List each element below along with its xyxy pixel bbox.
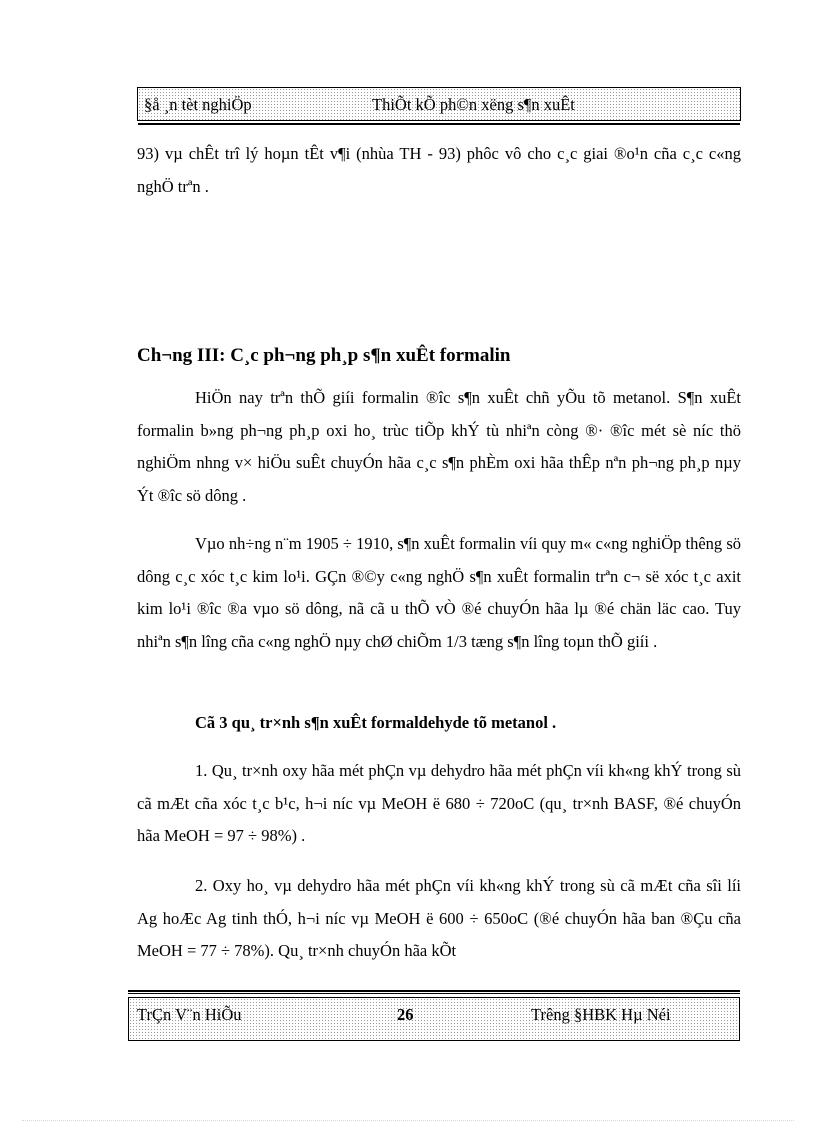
header-doc-title: ThiÕt kÕ ph©n xëng s¶n xuÊt: [372, 95, 575, 114]
chapter-title: Ch¬ng III: C¸c ph¬ng ph¸p s¶n xuÊt formalin: [137, 345, 511, 366]
footer-school: Trêng §HBK Hµ Néi: [531, 1005, 671, 1024]
page-header: [137, 87, 741, 121]
intro-paragraph: 93) vµ chÊt trî lý hoµn tÊt v¶i (nhùa TH - 93) phôc vô cho c¸c giai ®o¹n cña c¸c c«ng nghÖ trªn .: [137, 144, 741, 196]
paragraph-2: Vµo nh÷ng n¨m 1905 ÷ 1910, s¶n xuÊt formalin víi quy m« c«ng nghiÖp thêng sö dông c¸c xóc t¸c kim lo¹i. GÇn ®©y c«ng nghÖ s¶n xuÊt formalin trªn c¬ së xóc t¸c axit kim lo¹i ®îc ®a vµo sö dông, nã cã u thÕ vÒ ®é chuyÓn hãa lµ ®é chän läc cao. Tuy nhiªn s¶n lîng cña c«ng nghÖ nµy chØ chiÕm 1/3 tæng s¶n lîng toµn thÕ giíi .: [137, 534, 741, 651]
header-doc-type: §å ¸n tèt nghiÖp: [144, 95, 252, 114]
footer-divider: [128, 990, 740, 994]
footer-author: TrÇn V¨n HiÕu: [137, 1005, 242, 1024]
page-number: 26: [397, 1005, 414, 1024]
paragraph-1: HiÖn nay trªn thÕ giíi formalin ®îc s¶n xuÊt chñ yÕu tõ metanol. S¶n xuÊt formalin b»ng ph¬ng ph¸p oxi ho¸ trùc tiÕp khÝ tù nhiªn còng ®· ®îc mét sè níc thö nghiÖm nhng v× hiÖu suÊt chuyÓn hãa c¸c s¶n phÈm oxi hãa thÊp nªn ph¬ng ph¸p nµy Ýt ®îc sö dông .: [137, 388, 741, 505]
process-subheading: Cã 3 qu¸ tr×nh s¶n xuÊt formaldehyde tõ metanol .: [195, 713, 557, 732]
process-item-1: 1. Qu¸ tr×nh oxy hãa mét phÇn vµ dehydro hãa mét phÇn víi kh«ng khÝ trong sù cã mÆt cña xóc t¸c b¹c, h¬i níc vµ MeOH ë 680 ÷ 720oC (qu¸ tr×nh BASF, ®é chuyÓn hãa MeOH = 97 ÷ 98%) .: [137, 761, 741, 845]
process-item-2: 2. Oxy ho¸ vµ dehydro hãa mét phÇn víi kh«ng khÝ trong sù cã mÆt cña sîi líi Ag hoÆc Ag tinh thÓ, h¬i níc vµ MeOH ë 600 ÷ 650oC (®é chuyÓn hãa ban ®Çu cña MeOH = 77 ÷ 78%). Qu¸ tr×nh chuyÓn hãa kÕt: [137, 876, 741, 960]
page-footer: [128, 997, 740, 1041]
page-bottom-rule: [22, 1120, 794, 1122]
